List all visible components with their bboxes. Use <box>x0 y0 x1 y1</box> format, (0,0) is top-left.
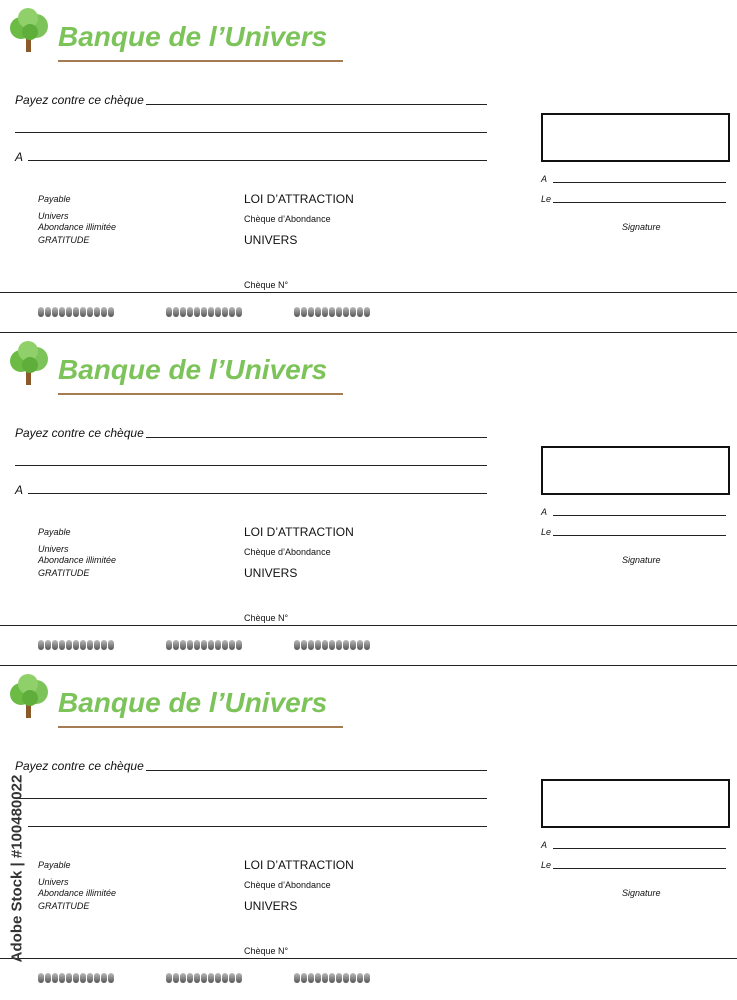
univers-label: Univers <box>38 877 69 887</box>
loi-label: LOI D’ATTRACTION <box>244 192 354 206</box>
to-line[interactable] <box>28 493 487 494</box>
date-line[interactable] <box>553 868 726 869</box>
micr-code-3 <box>294 973 370 983</box>
pay-line-2[interactable] <box>15 132 487 133</box>
to-label: A <box>15 150 24 164</box>
bank-title: Banque de l’Univers <box>58 687 328 718</box>
to-line[interactable] <box>28 160 487 161</box>
tree-logo-icon <box>6 674 52 720</box>
univers-caps-label: UNIVERS <box>244 899 298 913</box>
to-label: A <box>15 483 24 497</box>
signature-label: Signature <box>622 888 661 898</box>
date-line[interactable] <box>553 535 726 536</box>
univers-caps-label: UNIVERS <box>244 566 298 580</box>
pay-label: Payez contre ce chèque <box>15 759 144 773</box>
date-line[interactable] <box>553 202 726 203</box>
micr-top-line <box>0 958 737 959</box>
micr-top-line <box>0 625 737 626</box>
payable-label: Payable <box>38 527 71 537</box>
univers-label: Univers <box>38 211 69 221</box>
micr-code-1 <box>38 307 114 317</box>
univers-caps-label: UNIVERS <box>244 233 298 247</box>
bank-title: Banque de l’Univers <box>58 354 328 385</box>
place-label: A <box>541 840 548 850</box>
amount-box[interactable] <box>541 113 730 162</box>
pay-line-2[interactable] <box>15 798 487 799</box>
cheque-abondance-label: Chèque d’Abondance <box>244 214 331 224</box>
cheque-abondance-label: Chèque d’Abondance <box>244 880 331 890</box>
micr-code-2 <box>166 973 242 983</box>
stock-watermark: Adobe Stock | #100480022 <box>8 774 26 963</box>
micr-code-2 <box>166 640 242 650</box>
cheque-number-label: Chèque N° <box>244 280 289 290</box>
univers-label: Univers <box>38 544 69 554</box>
pay-line[interactable] <box>146 437 487 438</box>
pay-line[interactable] <box>146 104 487 105</box>
to-line[interactable] <box>28 826 487 827</box>
payable-label: Payable <box>38 194 71 204</box>
pay-line[interactable] <box>146 770 487 771</box>
place-label: A <box>541 174 548 184</box>
title-underline <box>58 393 343 395</box>
cheque-number-label: Chèque N° <box>244 613 289 623</box>
place-label: A <box>541 507 548 517</box>
gratitude-label: GRATITUDE <box>38 235 90 245</box>
place-line[interactable] <box>553 515 726 516</box>
cheque-3 <box>0 666 737 999</box>
tree-logo-icon <box>6 341 52 387</box>
date-label: Le <box>541 527 552 537</box>
abondance-label: Abondance illimitée <box>38 222 117 232</box>
title-underline <box>58 60 343 62</box>
place-line[interactable] <box>553 182 726 183</box>
pay-line-2[interactable] <box>15 465 487 466</box>
bank-title: Banque de l’Univers <box>58 21 328 52</box>
abondance-label: Abondance illimitée <box>38 555 117 565</box>
signature-label: Signature <box>622 222 661 232</box>
pay-label: Payez contre ce chèque <box>15 426 144 440</box>
payable-label: Payable <box>38 860 71 870</box>
cheque-number-label: Chèque N° <box>244 946 289 956</box>
cheque-1 <box>0 0 737 333</box>
gratitude-label: GRATITUDE <box>38 568 90 578</box>
tree-logo-icon <box>6 8 52 54</box>
amount-box[interactable] <box>541 446 730 495</box>
cheque-2 <box>0 333 737 666</box>
date-label: Le <box>541 194 552 204</box>
micr-top-line <box>0 292 737 293</box>
pay-label: Payez contre ce chèque <box>15 93 144 107</box>
amount-box[interactable] <box>541 779 730 828</box>
micr-code-2 <box>166 307 242 317</box>
signature-label: Signature <box>622 555 661 565</box>
micr-code-3 <box>294 640 370 650</box>
title-underline <box>58 726 343 728</box>
loi-label: LOI D’ATTRACTION <box>244 525 354 539</box>
cheque-abondance-label: Chèque d’Abondance <box>244 547 331 557</box>
micr-code-1 <box>38 640 114 650</box>
micr-code-1 <box>38 973 114 983</box>
place-line[interactable] <box>553 848 726 849</box>
micr-code-3 <box>294 307 370 317</box>
gratitude-label: GRATITUDE <box>38 901 90 911</box>
loi-label: LOI D’ATTRACTION <box>244 858 354 872</box>
abondance-label: Abondance illimitée <box>38 888 117 898</box>
date-label: Le <box>541 860 552 870</box>
